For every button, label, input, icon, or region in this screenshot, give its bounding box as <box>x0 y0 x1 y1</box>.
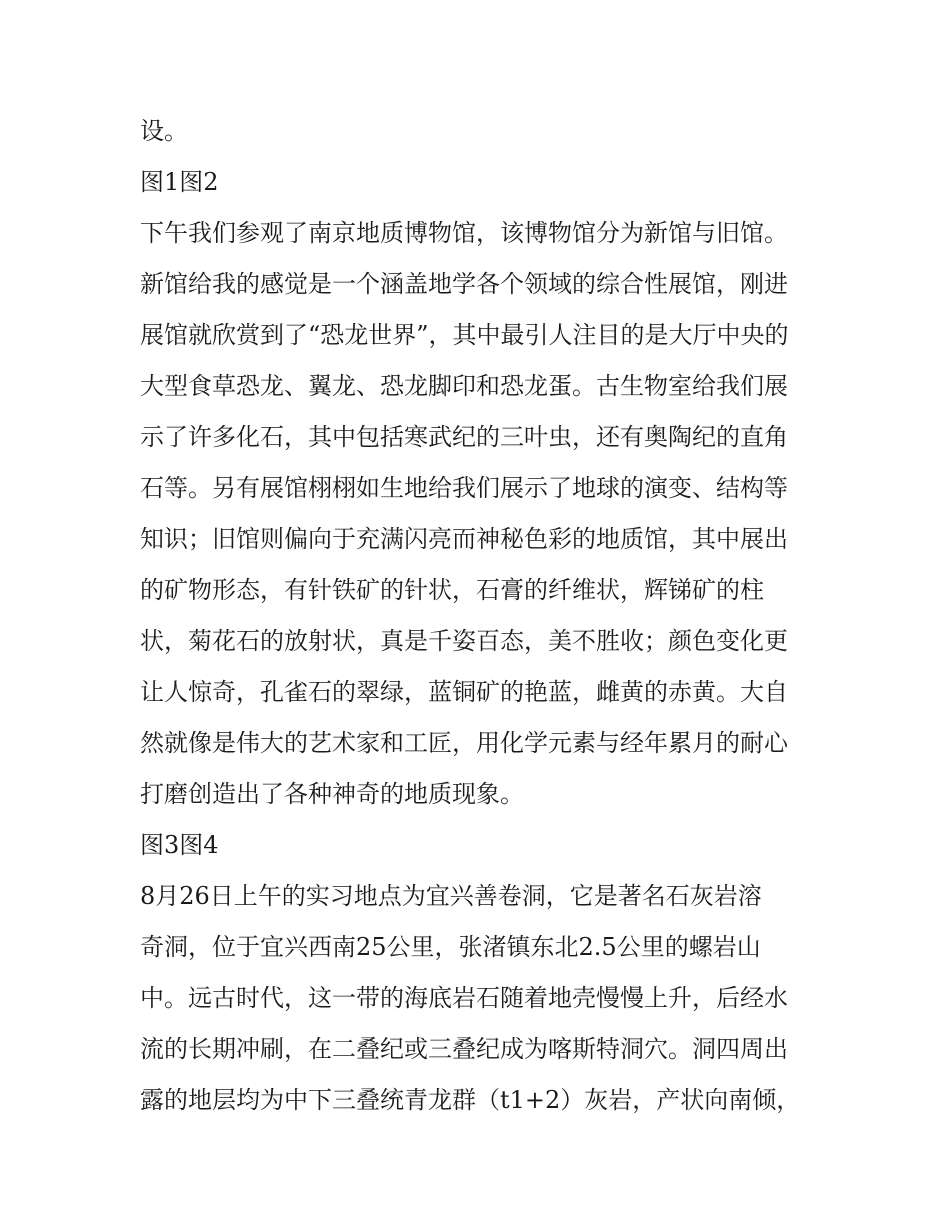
text-line: 示了许多化石，其中包括寒武纪的三叶虫，还有奥陶纪的直角 <box>140 423 788 451</box>
text-line: 打磨创造出了各种神奇的地质现象。 <box>140 780 524 808</box>
text-line: 状，菊花石的放射状，真是千姿百态，美不胜收；颜色变化更 <box>140 627 788 655</box>
text-line: 大型食草恐龙、翼龙、恐龙脚印和恐龙蛋。古生物室给我们展 <box>140 372 788 400</box>
text-line: 下午我们参观了南京地质博物馆，该博物馆分为新馆与旧馆。 <box>140 219 788 247</box>
text-line: 让人惊奇，孔雀石的翠绿，蓝铜矿的艳蓝，雌黄的赤黄。大自 <box>140 678 788 706</box>
figure-caption-1-2: 图1图2 <box>140 168 219 196</box>
text-line: 流的长期冲刷，在二叠纪或三叠纪成为喀斯特洞穴。洞四周出 <box>140 1035 788 1063</box>
text-line: 奇洞，位于宜兴西南25公里，张渚镇东北2.5公里的螺岩山 <box>140 933 761 961</box>
text-line: 知识；旧馆则偏向于充满闪亮而神秘色彩的地质馆，其中展出 <box>140 525 788 553</box>
figure-caption-3-4: 图3图4 <box>140 831 219 859</box>
document-body <box>140 106 820 1126</box>
text-line: 新馆给我的感觉是一个涵盖地学各个领域的综合性展馆，刚进 <box>140 270 788 298</box>
text-line: 展馆就欣赏到了“恐龙世界”，其中最引人注目的是大厅中央的 <box>140 321 789 349</box>
text-line: 8月26日上午的实习地点为宜兴善卷洞，它是著名石灰岩溶 <box>140 882 762 910</box>
text-line: 石等。另有展馆栩栩如生地给我们展示了地球的演变、结构等 <box>140 474 788 502</box>
text-line: 的矿物形态，有针铁矿的针状，石膏的纤维状，辉锑矿的柱 <box>140 576 764 604</box>
text-line: 然就像是伟大的艺术家和工匠，用化学元素与经年累月的耐心 <box>140 729 788 757</box>
text-line: 露的地层均为中下三叠统青龙群（t1+2）灰岩，产状向南倾， <box>140 1086 801 1114</box>
text-line: 中。远古时代，这一带的海底岩石随着地壳慢慢上升，后经水 <box>140 984 788 1012</box>
paragraph-ending: 设。 <box>140 117 188 145</box>
